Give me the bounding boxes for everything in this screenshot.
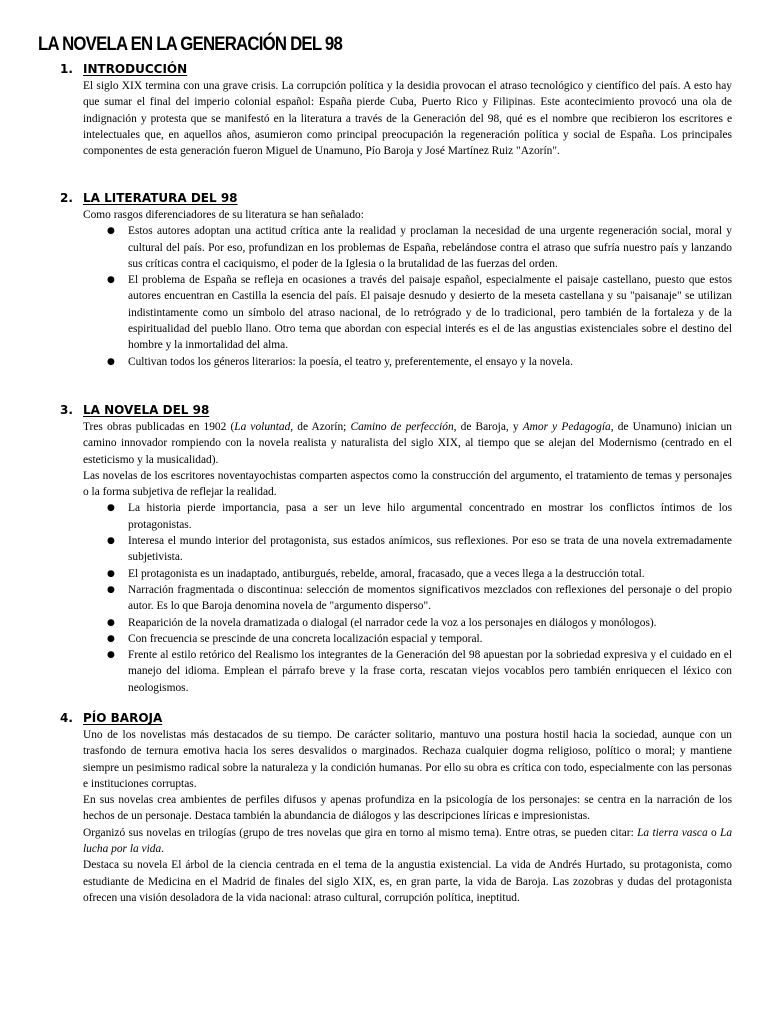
section-introduccion xyxy=(60,61,732,159)
book-title: La lucha por la vida xyxy=(83,826,733,856)
paragraph xyxy=(83,419,732,468)
paragraph: Uno de los novelistas más destacados de su tiempo. De carácter solitario, mantuvo una postura hostil hacia la sociedad, aunque con un trasfondo de ternura emotiva hacia los seres desvalidos o marginados. Rechaza cualquier dogma religioso, político o moral; y mantiene siempre un pesimismo radical sobre la naturaleza y la condición humanas. Por ello su obra es crítica con todo, especialmente con las personas e instituciones corruptas. xyxy=(83,729,732,790)
bullet-icon: ● xyxy=(107,356,115,367)
bullet-icon: ● xyxy=(107,536,115,547)
section-heading xyxy=(60,190,732,207)
list-item xyxy=(83,566,732,582)
section-title: PÍO BAROJA xyxy=(83,711,163,725)
list-item xyxy=(83,500,732,533)
list-item-text: El protagonista es un inadaptado, antiburgués, rebelde, amoral, fracasado, que a veces llega a la destrucción total. xyxy=(128,567,645,580)
text-run: . xyxy=(161,843,165,856)
section-pio-baroja xyxy=(60,710,732,906)
book-title: La tierra vasca xyxy=(637,826,708,839)
bullet-icon: ● xyxy=(107,568,115,579)
list-item xyxy=(83,272,732,353)
section-heading xyxy=(60,61,732,78)
text-run: , de Unamuno) inician un camino innovador rompiendo con la novela realista y naturalista del siglo XIX, al tiempo que se alejan del Modernismo (centrado en el esteticismo y la musicalidad). xyxy=(83,421,732,466)
list-item xyxy=(83,615,732,631)
list-item-text: Reaparición de la novela dramatizada o dialogal (el narrador cede la voz a los personajes en diálogos y monólogos). xyxy=(128,616,657,629)
section-heading xyxy=(60,710,732,727)
list-item xyxy=(83,582,732,615)
text-run: , de Azorín; xyxy=(290,421,351,433)
book-title: La voluntad xyxy=(234,421,291,433)
text-run: o xyxy=(707,826,720,839)
bullet-icon: ● xyxy=(107,650,115,661)
list-item-text: El problema de España se refleja en ocasiones a través del paisaje español, especialmente el paisaje castellano, puesto que estos autores encuentran en Castilla la esencia del país. El paisaje desnudo y desierto de la meseta castellana y su "paisanaje" se utilizan indistintamente como un símbolo del atraso nacional, de lo retrógrado y de lo tradicional, pero también de la fortaleza y de la espiritualidad del pueblo llano. Otro tema que abordan con especial interés es el de las angustias existenciales sobre el destino del hombre y la inmortalidad del alma. xyxy=(128,274,732,352)
list-item-text: La historia pierde importancia, pasa a ser un leve hilo argumental concentrado en mostrar los conflictos íntimos de los protagonistas. xyxy=(128,502,732,531)
section-heading xyxy=(60,402,732,419)
text-run: Organizó sus novelas en trilogías (grupo de tres novelas que gira en torno al mismo tema). Entre otras, se pueden citar: xyxy=(83,826,638,839)
list-item-text: Narración fragmentada o discontinua: selección de momentos significativos mezclados con reflexiones del personaje o del propio autor. Es lo que Baroja denomina novela de "argumento disperso". xyxy=(128,583,732,613)
list-item-text: Con frecuencia se prescinde de una concreta localización espacial y temporal. xyxy=(128,632,483,645)
list-item xyxy=(83,354,732,370)
paragraph: Destaca su novela El árbol de la ciencia centrada en el tema de la angustia existencial. La vida de Andrés Hurtado, su protagonista, como estudiante de Medicina en el Madrid de finales del siglo XIX, es, en gran parte, la vida de Baroja. Las zozobras y dudas del protagonista ofrecen una visión desoladora de la vida nacional: atraso cultural, corrupción política, ineptitud. xyxy=(83,859,732,904)
list-item-text: Frente al estilo retórico del Realismo los integrantes de la Generación del 98 apuestan por la sobriedad expresiva y el cuidado en el manejo del idioma. Emplean el párrafo breve y la frase corta, rescatan viejos vocablos pero también enriquecen el léxico con neologismos. xyxy=(128,649,732,694)
bullet-icon: ● xyxy=(107,275,115,286)
text-run: Tres obras publicadas en 1902 ( xyxy=(83,421,235,433)
book-title: Camino de perfección xyxy=(350,421,454,433)
section-body xyxy=(83,727,732,906)
section-title: INTRODUCCIÓN xyxy=(83,62,188,76)
list-item-text: Cultivan todos los géneros literarios: la poesía, el teatro y, preferentemente, el ensayo y la novela. xyxy=(128,355,573,368)
bullet-icon: ● xyxy=(107,226,115,237)
section-title: LA LITERATURA DEL 98 xyxy=(83,191,238,205)
document-title: LA NOVELA EN LA GENERACIÓN DEL 98 xyxy=(38,33,342,55)
paragraph: Las novelas de los escritores noventayochistas comparten aspectos como la construcción del argumento, el tratamiento de temas y personajes o la forma subjetiva de reflejar la realidad. xyxy=(83,469,732,499)
list-item-text: Estos autores adoptan una actitud crítica ante la realidad y proclaman la necesidad de una urgente regeneración social, moral y cultural del país. Por eso, profundizan en los problemas de España, rebelándose contra el atraso que sufría nuestro país y lanzando sus críticas contra el caciquismo, el poder de la Iglesia o la brutalidad de las fuerzas del orden. xyxy=(128,225,732,270)
section-title: LA NOVELA DEL 98 xyxy=(83,403,210,417)
section-number: 2. xyxy=(60,191,73,205)
bullet-list xyxy=(83,500,732,696)
text-run: , de Baroja, y xyxy=(453,421,523,433)
bullet-icon: ● xyxy=(107,503,115,514)
list-item xyxy=(83,631,732,647)
bullet-icon: ● xyxy=(107,617,115,628)
list-item xyxy=(83,533,732,566)
list-item xyxy=(83,647,732,696)
paragraph: En sus novelas crea ambientes de perfiles difusos y apenas profundiza en la psicología de los personajes: se centra en la narración de los hechos de un personaje. Destaca también la abundancia de diálogos y las descripciones líricas e impresionistas. xyxy=(83,794,732,823)
paragraph: Como rasgos diferenciadores de su literatura se han señalado: xyxy=(83,209,364,221)
section-number: 4. xyxy=(60,711,73,725)
section-number: 1. xyxy=(60,62,73,76)
book-title: Amor y Pedagogía xyxy=(522,421,611,433)
list-item xyxy=(83,223,732,272)
bullet-icon: ● xyxy=(107,584,115,595)
list-item-text: Interesa el mundo interior del protagonista, sus estados anímicos, sus reflexiones. Por eso se trata de una novela extremadamente subjetivista. xyxy=(128,535,732,564)
section-literatura-del-98 xyxy=(60,190,732,370)
section-body xyxy=(83,207,732,370)
bullet-icon: ● xyxy=(107,633,115,644)
section-body xyxy=(83,78,732,159)
paragraph: El siglo XIX termina con una grave crisis. La corrupción política y la desidia provocan el atraso tecnológico y científico del país. A esto hay que sumar el final del imperio colonial español: España pierde Cuba, Puerto Rico y Filipinas. Este acontecimiento provocó una ola de indignación y protesta que se manifestó en la literatura a través de la Generación del 98, qué es el nombre que recibieron los escritores e intelectuales que, en aquellos años, asumieron como principal preocupación la regeneración política y social de España. Los principales componentes de esta generación fueron Miguel de Unamuno, Pío Baroja y José Martínez Ruiz "Azorín". xyxy=(83,80,732,158)
section-number: 3. xyxy=(60,403,73,417)
bullet-list xyxy=(83,223,732,370)
section-novela-del-98 xyxy=(60,402,732,696)
section-body xyxy=(83,419,732,696)
paragraph xyxy=(83,825,732,858)
